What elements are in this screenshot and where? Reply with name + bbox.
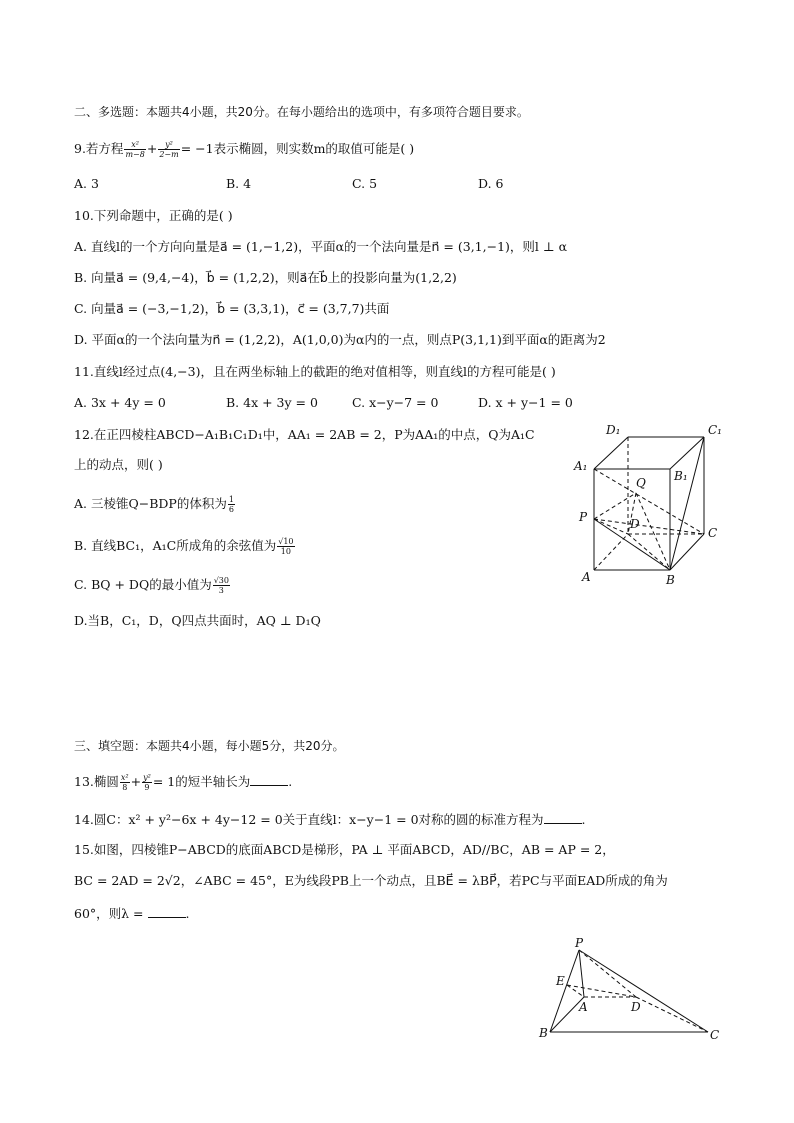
q9-option-d: D. 6 <box>478 176 504 191</box>
q12-c-numerator: √30 <box>213 576 229 585</box>
q13-suffix: = 1的短半轴长为 <box>152 774 251 789</box>
label-c2: C <box>710 1028 720 1042</box>
q13-frac1-numerator: x² <box>120 773 129 782</box>
q10-option-b: B. 向量a⃗ = (9,4,−4)，b⃗ = (1,2,2)，则a⃗在b⃗上的投影向量为(1,2,2) <box>74 270 457 285</box>
q14-answer-blank[interactable] <box>544 811 582 824</box>
q11-option-c: C. x−y−7 = 0 <box>352 395 439 410</box>
q13-frac2-denominator: 9 <box>144 783 150 792</box>
label-p2: P <box>575 936 584 950</box>
q9-frac1-denominator: m−8 <box>125 150 145 159</box>
q10-option-c: C. 向量a⃗ = (−3,−1,2)，b⃗ = (3,3,1)，c⃗ = (3,7,7)共面 <box>74 301 390 316</box>
question-15-line1: 15.如图，四棱锥P−ABCD的底面ABCD是梯形，PA ⊥ 平面ABCD，AD//BC，AB = AP = 2， <box>74 842 615 857</box>
q9-frac1-numerator: x² <box>124 140 145 150</box>
q13-fraction-2 <box>142 773 152 792</box>
q9-fraction-2 <box>158 140 179 159</box>
label-d1: D₁ <box>606 423 621 437</box>
q9-option-a: A. 3 <box>74 176 99 191</box>
q12-option-a <box>74 495 236 514</box>
q12-b-numerator: √10 <box>278 537 294 546</box>
q12-option-b <box>74 537 296 556</box>
q12-option-c <box>74 576 231 595</box>
q12-b-prefix: B. 直线BC₁，A₁C所成角的余弦值为 <box>74 538 277 553</box>
q13-plus: + <box>130 774 142 789</box>
section-3-heading: 三、填空题：本题共4小题，每小题5分，共20分。 <box>74 739 345 753</box>
label-a2: A <box>579 1000 588 1014</box>
label-q: Q <box>636 476 646 490</box>
label-p: P <box>579 510 588 524</box>
q14-end: . <box>581 812 586 827</box>
q12-a-prefix: A. 三棱锥Q−BDP的体积为 <box>74 496 227 511</box>
q9-suffix: = −1表示椭圆，则实数m的取值可能是( ) <box>180 141 415 156</box>
question-14 <box>74 811 586 828</box>
q12-c-denominator: 3 <box>218 586 224 595</box>
q12-b-fraction <box>277 537 294 556</box>
q9-frac2-numerator: y² <box>158 140 179 150</box>
q15-answer-blank[interactable] <box>148 905 186 918</box>
q12-a-numerator: 1 <box>228 495 234 504</box>
question-12-stem-line2: 上的动点，则( ) <box>74 457 163 472</box>
q11-option-d: D. x + y−1 = 0 <box>478 395 573 410</box>
label-b2: B <box>539 1026 548 1040</box>
q13-end: . <box>288 774 293 789</box>
q12-a-denominator: 6 <box>228 505 234 514</box>
q13-fraction-1 <box>120 773 130 792</box>
label-a: A <box>582 570 591 584</box>
q9-frac2-denominator: 2−m <box>159 150 179 159</box>
question-12-stem-line1: 12.在正四棱柱ABCD−A₁B₁C₁D₁中，AA₁ = 2AB = 2，P为AA₁的中点，Q为A₁C <box>74 427 535 442</box>
q12-b-denominator: 10 <box>280 547 291 556</box>
question-10-stem: 10.下列命题中，正确的是( ) <box>74 208 233 223</box>
q13-prefix: 13.椭圆 <box>74 774 119 789</box>
q13-answer-blank[interactable] <box>250 773 288 786</box>
label-c1: C₁ <box>708 423 722 437</box>
q14-text: 14.圆C：x² + y²−6x + 4y−12 = 0关于直线l：x−y−1 = 0对称的圆的标准方程为 <box>74 812 544 827</box>
label-b: B <box>666 573 675 587</box>
section-2-heading: 二、多选题：本题共4小题，共20分。在每小题给出的选项中，有多项符合题目要求。 <box>74 105 529 119</box>
question-9-stem <box>74 140 414 159</box>
label-d: D <box>630 517 640 531</box>
question-15-line2: BC = 2AD = 2√2，∠ABC = 45°，E为线段PB上一个动点，且BE⃗ = λBP⃗，若PC与平面EAD所成的角为 <box>74 873 668 888</box>
q9-option-b: B. 4 <box>226 176 252 191</box>
question-11-stem: 11.直线l经过点(4,−3)，且在两坐标轴上的截距的绝对值相等，则直线l的方程可能是( ) <box>74 364 556 379</box>
question-13 <box>74 773 292 792</box>
q12-option-d: D.当B，C₁，D，Q四点共面时，AQ ⊥ D₁Q <box>74 613 321 628</box>
q11-option-b: B. 4x + 3y = 0 <box>226 395 318 410</box>
prism-figure <box>570 420 730 590</box>
q9-fraction-1 <box>124 140 145 159</box>
q12-c-fraction <box>213 576 230 595</box>
label-e: E <box>556 974 565 988</box>
q12-a-fraction <box>228 495 235 514</box>
label-b1: B₁ <box>674 469 688 483</box>
q12-c-prefix: C. BQ + DQ的最小值为 <box>74 577 212 592</box>
q11-option-a: A. 3x + 4y = 0 <box>74 395 166 410</box>
q15-line3-text: 60°，则λ = <box>74 906 144 921</box>
q9-option-c: C. 5 <box>352 176 378 191</box>
q15-end: . <box>185 906 190 921</box>
question-15-line3 <box>74 905 190 922</box>
q10-option-d: D. 平面α的一个法向量为n⃗ = (1,2,2)，A(1,0,0)为α内的一点，则点P(3,1,1)到平面α的距离为2 <box>74 332 606 347</box>
q9-prefix: 9.若方程 <box>74 141 124 156</box>
q13-frac1-denominator: 8 <box>122 783 128 792</box>
q13-frac2-numerator: y² <box>143 773 151 782</box>
pyramid-figure <box>530 930 730 1050</box>
label-c: C <box>708 526 718 540</box>
q10-option-a: A. 直线l的一个方向向量是a⃗ = (1,−1,2)，平面α的一个法向量是n⃗ = (3,1,−1)，则l ⊥ α <box>74 239 568 254</box>
label-d2: D <box>631 1000 641 1014</box>
q9-plus: + <box>146 141 158 156</box>
label-a1: A₁ <box>574 459 588 473</box>
